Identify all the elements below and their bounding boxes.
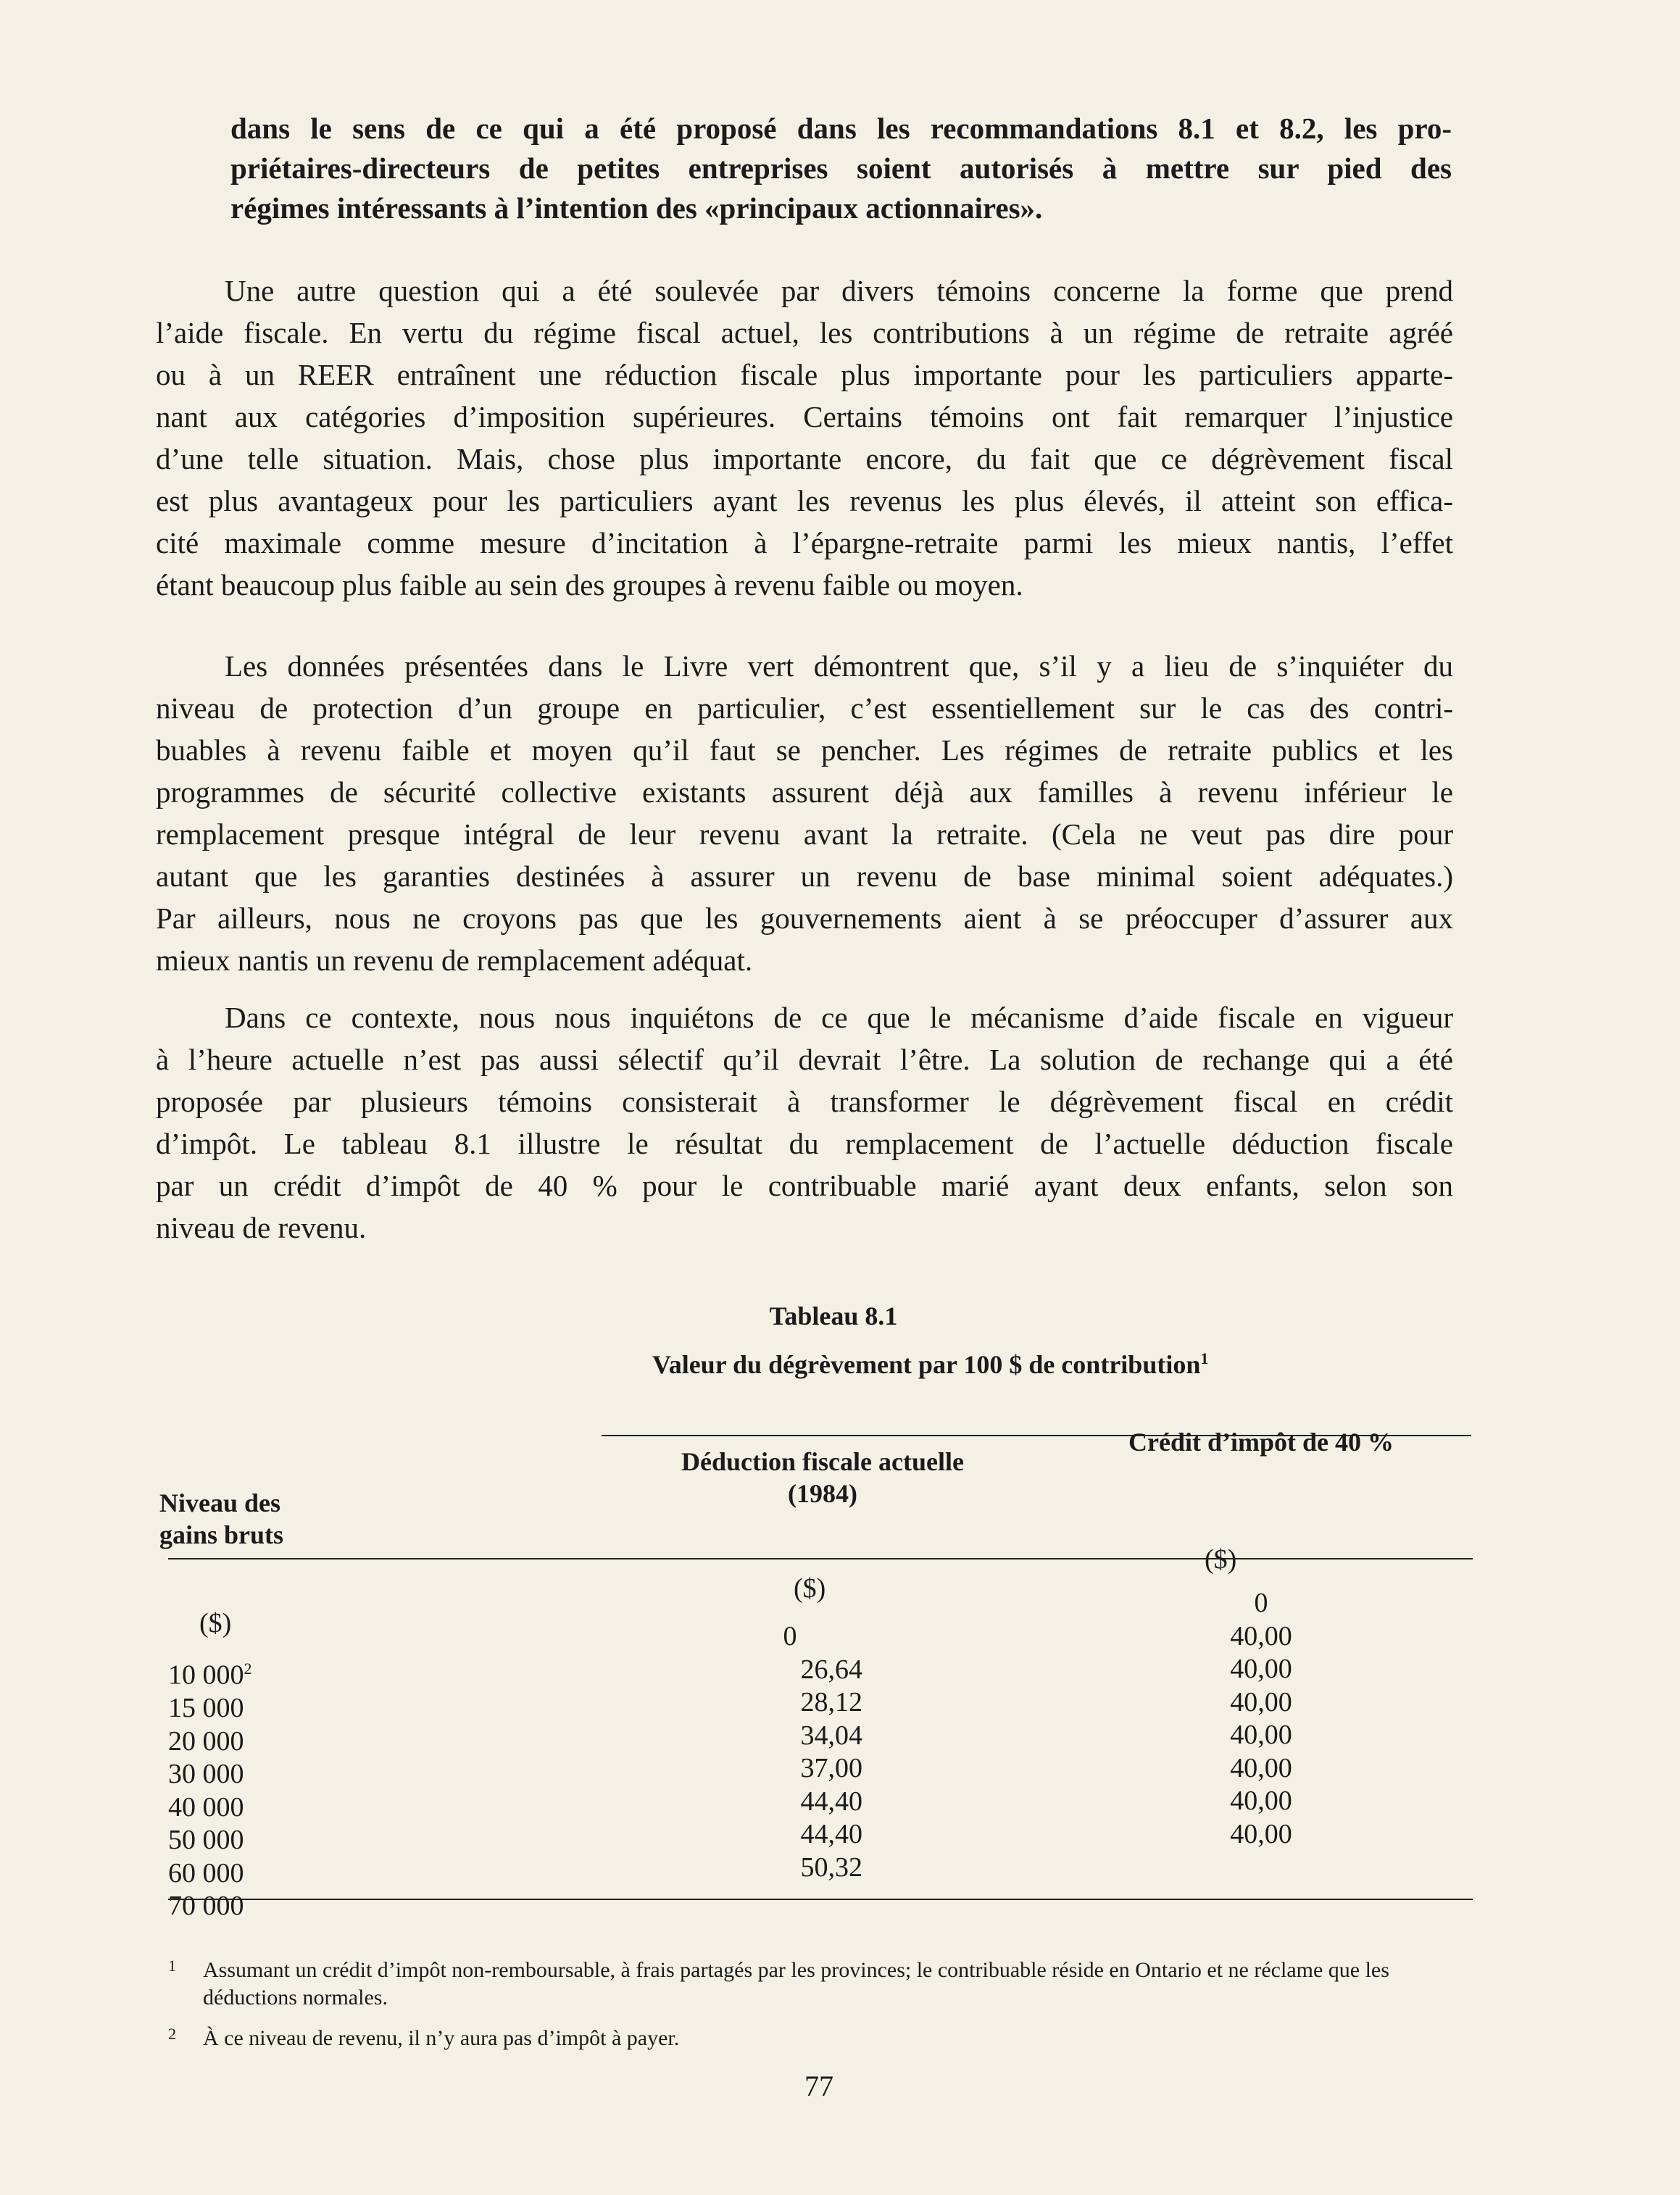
recommendation-continuation (230, 109, 1452, 228)
table-cell: 40,00 (1230, 1654, 1292, 1684)
footnote-text: Assumant un crédit d’impôt non-remboursable, à frais partagés par les provinces; le contribuable réside en Ontario et ne réclame que les déductions normales. (203, 1958, 1389, 2009)
text-line: autant que les garanties destinées à assurer un revenu de base minimal soient adéquates.) (156, 859, 1453, 893)
paragraph (156, 645, 1453, 981)
footnote-mark: 1 (168, 1957, 176, 1975)
table-cell: 26,64 (800, 1654, 862, 1685)
table-cell: 30 000 (168, 1759, 244, 1790)
table-cell: 0 (783, 1621, 797, 1652)
text-line: Par ailleurs, nous ne croyons pas que les gouvernements aient à se préoccuper d’assurer aux (156, 901, 1453, 935)
header-credit: Crédit d’impôt de 40 % (1128, 1428, 1394, 1457)
table-label: Tableau 8.1 (769, 1301, 898, 1330)
column-gains (168, 1652, 357, 1923)
header-deduction: Déduction fiscale actuelle (1984) (681, 1447, 964, 1508)
text-line: Une autre question qui a été soulevée par divers témoins concerne la forme que prend (225, 274, 1453, 307)
text-line: ou à un REER entraînent une réduction fiscale plus importante pour les particuliers apparte- (156, 358, 1453, 391)
text-line: par un crédit d’impôt de 40 % pour le contribuable marié ayant deux enfants, selon son (156, 1169, 1453, 1202)
unit-credit: ($) (1205, 1544, 1237, 1575)
table-cell: 40,00 (1230, 1752, 1292, 1783)
footnote-text: À ce niveau de revenu, il n’y aura pas d’impôt à payer. (203, 2026, 680, 2050)
table-rule-bottom (168, 1899, 1473, 1900)
text-line: programmes de sécurité collective existants assurent déjà aux familles à revenu inférieur le (156, 775, 1453, 809)
table-cell: 70 000 (168, 1891, 244, 1922)
table-cell: 20 000 (168, 1725, 244, 1757)
table-cell: 28,12 (800, 1687, 862, 1717)
column-credit (1189, 1587, 1334, 1851)
table-cell: 44,40 (800, 1786, 862, 1817)
page-number: 77 (804, 2070, 833, 2102)
text-line: régimes intéressants à l’intention des «principaux actionnaires». (230, 191, 1043, 225)
text-line: Dans ce contexte, nous nous inquiétons de ce que le mécanisme d’aide fiscale en vigueur (225, 1001, 1453, 1034)
text-line: est plus avantageux pour les particuliers ayant les revenus les plus élevés, il atteint son effica- (156, 484, 1453, 517)
footnote-mark: 2 (168, 2025, 176, 2043)
table-cell: 40 000 (168, 1791, 244, 1823)
table-cell: 15 000 (168, 1693, 244, 1724)
text-line: d’une telle situation. Mais, chose plus importante encore, du fait que ce dégrèvement fiscal (156, 442, 1453, 475)
header-gains: Niveau des gains bruts (159, 1488, 284, 1549)
text-line: niveau de protection d’un groupe en particulier, c’est essentiellement sur le cas des contri- (156, 691, 1453, 725)
text-line: priétaires-directeurs de petites entreprises soient autorisés à mettre sur pied des (230, 151, 1452, 185)
table-cell: 40,00 (1230, 1786, 1292, 1816)
table-cell: 10 $000^2$ (168, 1659, 252, 1691)
table-cell: 40,00 (1230, 1686, 1292, 1717)
text-line: buables à revenu faible et moyen qu’il faut se pencher. Les régimes de retraite publics et les (156, 733, 1453, 767)
unit-deduction: ($) (794, 1573, 826, 1604)
footnote (168, 1957, 1473, 2012)
table-cell: 44,40 (800, 1819, 862, 1849)
table-cell: 34,04 (800, 1720, 862, 1751)
paragraph (156, 996, 1453, 1249)
column-deduction (718, 1620, 862, 1884)
table-cell: 40,00 (1230, 1620, 1292, 1652)
text-line: étant beaucoup plus faible au sein des groupes à revenu faible ou moyen. (156, 568, 1023, 601)
text-line: dans le sens de ce qui a été proposé dans les recommandations 8.1 et 8.2, les pro- (230, 112, 1452, 145)
table-cell: 50,32 (800, 1852, 862, 1883)
table-cell: 40,00 (1230, 1818, 1292, 1849)
table-cell: 60 000 (168, 1857, 244, 1888)
text-line: proposée par plusieurs témoins consisterait à transformer le dégrèvement fiscal en crédit (156, 1085, 1453, 1118)
text-line: d’impôt. Le tableau 8.1 illustre le résultat du remplacement de l’actuelle déduction fiscale (156, 1127, 1453, 1160)
text-line: remplacement presque intégral de leur revenu avant la retraite. (Cela ne veut pas dire pour (156, 817, 1453, 851)
table-rule-header (168, 1558, 1473, 1559)
table-cell: 50 000 (168, 1825, 244, 1856)
table-caption (652, 1349, 1450, 1380)
footnotes (168, 1957, 1473, 2065)
table-cell: 0 (1254, 1588, 1268, 1618)
table-cell: 40,00 (1230, 1720, 1292, 1750)
unit-gains: ($) (199, 1608, 232, 1638)
footnote-ref: 1 (1200, 1349, 1209, 1367)
text-line: à l’heure actuelle n’est pas aussi sélectif qu’il devrait l’être. La solution de rechange qui a été (156, 1043, 1453, 1076)
text-line: nant aux catégories d’imposition supérieures. Certains témoins ont fait remarquer l’injustice (156, 400, 1453, 433)
text-line: Les données présentées dans le Livre vert démontrent que, s’il y a lieu de s’inquiéter du (225, 649, 1453, 683)
table-cell: 37,00 (800, 1753, 862, 1783)
text-line: cité maximale comme mesure d’incitation à l’épargne-retraite parmi les mieux nantis, l’effet (156, 526, 1453, 559)
paragraph (156, 270, 1453, 606)
text-line: mieux nantis un revenu de remplacement adéquat. (156, 944, 753, 977)
text-line: l’aide fiscale. En vertu du régime fiscal actuel, les contributions à un régime de retraite agréé (156, 316, 1453, 349)
table-caption-text: Valeur du dégrèvement par 100 $ de contribution (652, 1350, 1201, 1379)
footnote (168, 2025, 1473, 2052)
text-line: niveau de revenu. (156, 1211, 367, 1244)
